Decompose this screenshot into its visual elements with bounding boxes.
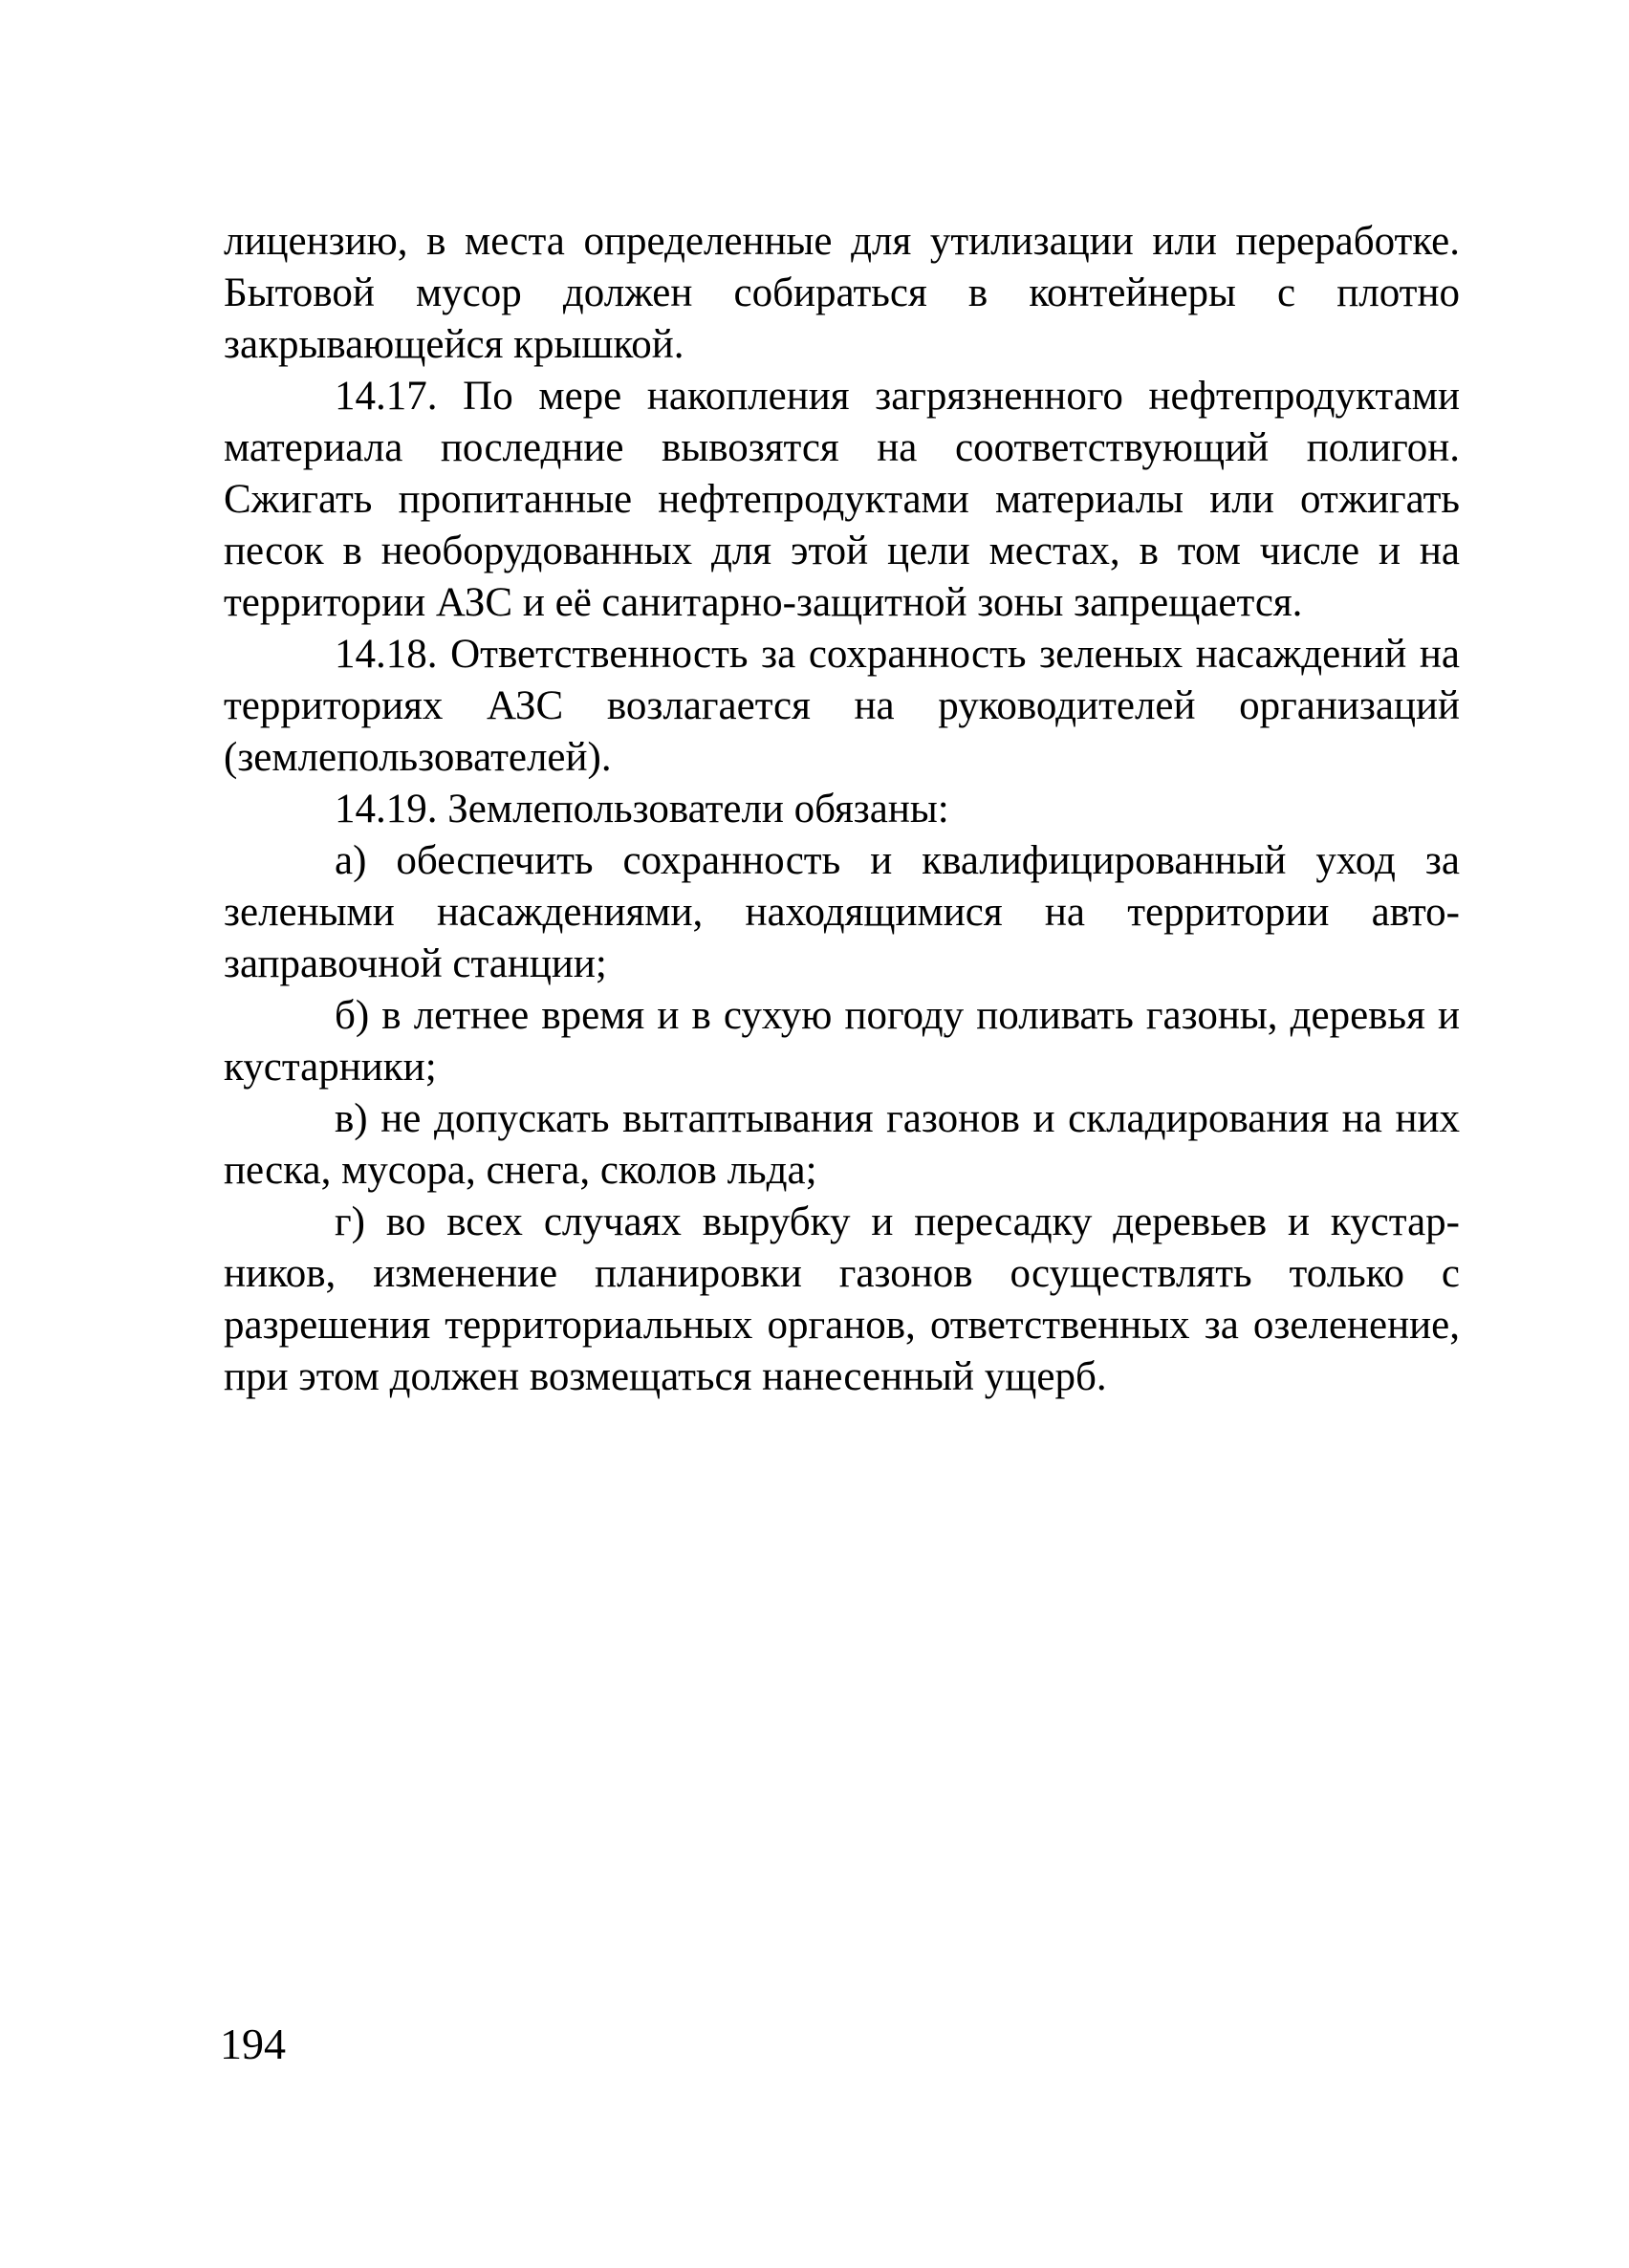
- body-text: [224, 216, 1460, 1403]
- list-item-b: б) в летнее время и в сухую погоду поливать газоны, деревья и кустарники;: [224, 993, 1460, 1090]
- list-item-a: а) обеспечить сохранность и квалифицированный уход за зелеными насаждениями, находящимися на территории автозаправочной станции;: [224, 838, 1460, 986]
- paragraph-14-18: 14.18. Ответственность за сохранность зеленых насаждений на территориях АЗС возлагается на руководителей организаций (землепользователей).: [224, 632, 1460, 780]
- list-item-v: в) не допускать вытаптывания газонов и складирования на них песка, мусора, снега, сколов льда;: [224, 1096, 1460, 1193]
- list-item-g: г) во всех случаях вырубку и пересадку деревьев и кустарников, изменение планировки газонов осуществлять только с разрешения территориальных органов, ответственных за озеленение, при этом должен возмещаться нанесенный ущерб.: [224, 1199, 1460, 1399]
- page-number: 194: [220, 2020, 286, 2068]
- paragraph-14-17: 14.17. По мере накопления загрязненного нефтепродуктами материала последние вывозятся на соответствующий полигон. Сжигать пропитанные нефтепродуктами материалы или отжигать песок в необорудованных для этой цели местах, в том числе и на территории АЗС и её санитарно-защитной зоны запрещается.: [224, 374, 1460, 625]
- paragraph-14-19: 14.19. Землепользователи обязаны:: [335, 787, 949, 832]
- paragraph-continuation: лицензию, в места определенные для утилизации или переработке. Бытовой мусор должен собираться в контейнеры с плотно закрывающейся крышкой.: [224, 219, 1460, 367]
